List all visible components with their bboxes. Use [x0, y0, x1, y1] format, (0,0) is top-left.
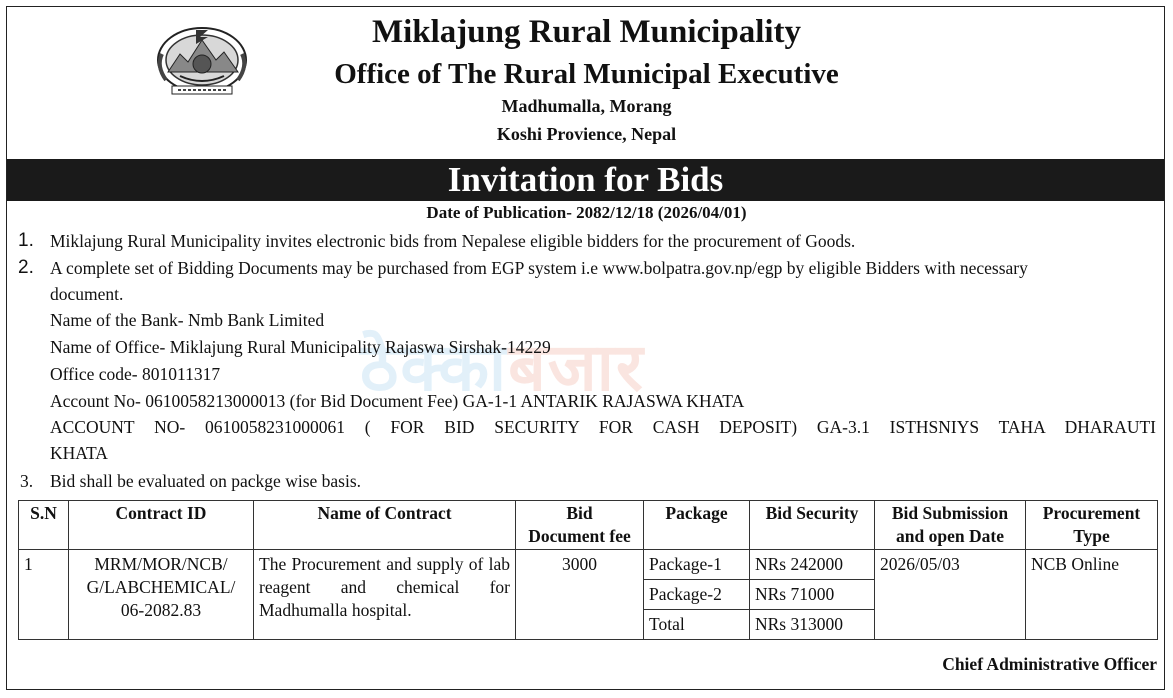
header-fee-line-1: Bid: [566, 503, 593, 523]
cell-submission-date: 2026/05/03: [875, 550, 1026, 640]
watermark-part-2: बजार: [508, 330, 645, 404]
cell-contract-name: The Procurement and supply of lab reagent and chemical for Madhumalla hospital.: [254, 550, 516, 640]
header-package: Package: [644, 501, 750, 550]
point-3-text: Bid shall be evaluated on packge wise basis.: [50, 471, 362, 491]
header-fee-line-2: Document fee: [528, 526, 631, 546]
header-bid-security: Bid Security: [750, 501, 875, 550]
header-type-line-2: Type: [1073, 526, 1110, 546]
cell-bid-document-fee: 3000: [516, 550, 644, 640]
contract-id-line-3: 06-2082.83: [120, 600, 202, 620]
cell-sn: 1: [19, 550, 69, 640]
header-submission-line-2: and open Date: [896, 526, 1004, 546]
office-title: Office of The Rural Municipal Executive: [334, 58, 839, 90]
bank-name: Name of the Bank- Nmb Bank Limited: [50, 310, 325, 330]
account-security-line-2: KHATA: [50, 443, 108, 463]
point-2-number: 2.: [18, 257, 34, 278]
address-line-2: Koshi Provience, Nepal: [496, 124, 677, 144]
header-procurement-type: [1026, 501, 1158, 550]
header-submission-date: [875, 501, 1026, 550]
address-line-1: Madhumalla, Morang: [501, 96, 672, 116]
header-name-of-contract: Name of Contract: [254, 501, 516, 550]
cell-procurement-type: NCB Online: [1026, 550, 1158, 640]
municipality-title: Miklajung Rural Municipality: [371, 14, 802, 50]
contract-id-line-1: MRM/MOR/NCB/: [94, 554, 228, 574]
header-bid-document-fee: [516, 501, 644, 550]
bids-table: [18, 500, 1158, 640]
header-sn: S.N: [19, 501, 69, 550]
cell-contract-id: [69, 550, 254, 640]
cell-package-total: Total: [644, 610, 750, 640]
account-security-line-1: ACCOUNT NO- 0610058231000061 ( FOR BID SECURITY FOR CASH DEPOSIT) GA-3.1 ISTHSNIYS TAHA DHARAUTI: [50, 417, 1156, 437]
cell-security-total: NRs 313000: [750, 610, 875, 640]
header-contract-id: Contract ID: [69, 501, 254, 550]
notice-heading: Invitation for Bids: [7, 159, 1164, 201]
point-1-text: Miklajung Rural Municipality invites electronic bids from Nepalese eligible bidders for the procurement of Goods.: [50, 231, 856, 251]
watermark-part-1: ठेक्का: [360, 330, 509, 404]
signatory: Chief Administrative Officer: [942, 654, 1157, 674]
cell-security-2: NRs 71000: [750, 580, 875, 610]
office-name: Name of Office- Miklajung Rural Municipality Rajaswa Sirshak-14229: [50, 337, 551, 357]
cell-package-1: Package-1: [644, 550, 750, 580]
header-type-line-1: Procurement: [1042, 503, 1141, 523]
header-submission-line-1: Bid Submission: [891, 503, 1009, 523]
point-1-number: 1.: [18, 230, 34, 251]
office-code: Office code- 801011317: [50, 364, 221, 384]
point-2-line-2: document.: [50, 284, 124, 304]
point-2-line-1: A complete set of Bidding Documents may be purchased from EGP system i.e www.bolpatra.gov.np/egp by eligible Bidders with necessary: [50, 258, 1028, 278]
cell-security-1: NRs 242000: [750, 550, 875, 580]
publication-date: Date of Publication- 2082/12/18 (2026/04/01): [426, 203, 747, 222]
account-fee: Account No- 0610058213000013 (for Bid Document Fee) GA-1-1 ANTARIK RAJASWA KHATA: [50, 391, 745, 411]
table-row: [19, 550, 1158, 580]
point-3-number: 3.: [20, 471, 34, 491]
table-header-row: [19, 501, 1158, 550]
contract-id-line-2: G/LABCHEMICAL/: [86, 577, 236, 597]
cell-package-2: Package-2: [644, 580, 750, 610]
